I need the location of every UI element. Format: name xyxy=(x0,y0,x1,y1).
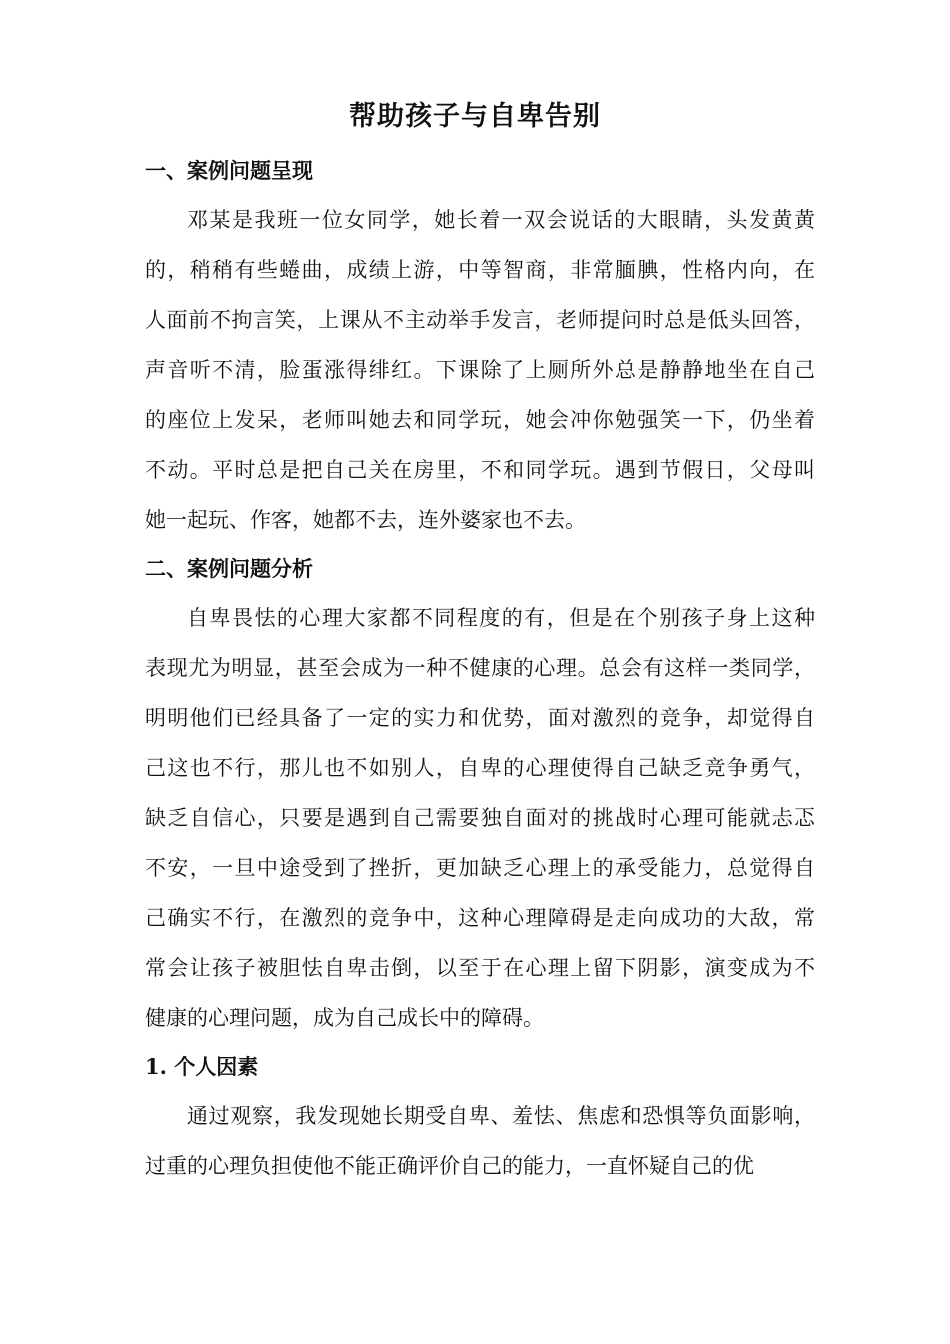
paragraph-line: 的座位上发呆，老师叫她去和同学玩，她会冲你勉强笑一下，仍坐着 xyxy=(145,408,815,432)
paragraph-line: 表现尤为明显，甚至会成为一种不健康的心理。总会有这样一类同学， xyxy=(145,656,815,680)
paragraph-line: 过重的心理负担使他不能正确评价自己的能力，一直怀疑自己的优 xyxy=(145,1154,754,1178)
paragraph-line: 不动。平时总是把自己关在房里，不和同学玩。遇到节假日，父母叫 xyxy=(145,458,815,482)
section-heading-3: 1. 个人因素 xyxy=(145,1054,259,1079)
paragraph-line: 通过观察，我发现她长期受自卑、羞怯、焦虑和恐惧等负面影响， xyxy=(187,1104,815,1128)
paragraph-line: 明明他们已经具备了一定的实力和优势，面对激烈的竞争，却觉得自 xyxy=(145,706,815,730)
paragraph-line: 邓某是我班一位女同学，她长着一双会说话的大眼睛，头发黄黄 xyxy=(187,208,815,232)
paragraph-line: 自卑畏怯的心理大家都不同程度的有，但是在个别孩子身上这种 xyxy=(187,606,815,630)
section-heading-2: 二、案例问题分析 xyxy=(145,556,313,581)
paragraph-line: 人面前不拘言笑，上课从不主动举手发言，老师提问时总是低头回答， xyxy=(145,308,815,332)
paragraph-line: 不安，一旦中途受到了挫折，更加缺乏心理上的承受能力，总觉得自 xyxy=(145,856,815,880)
paragraph-line: 缺乏自信心，只要是遇到自己需要独自面对的挑战时心理可能就忐忑 xyxy=(145,806,815,830)
paragraph-line: 声音听不清，脸蛋涨得绯红。下课除了上厕所外总是静静地坐在自己 xyxy=(145,358,815,382)
paragraph-line: 常会让孩子被胆怯自卑击倒，以至于在心理上留下阴影，演变成为不 xyxy=(145,956,815,980)
section-heading-1: 一、案例问题呈现 xyxy=(145,158,313,183)
paragraph-line: 她一起玩、作客，她都不去，连外婆家也不去。 xyxy=(145,508,586,532)
paragraph-line: 己这也不行，那儿也不如别人，自卑的心理使得自己缺乏竞争勇气， xyxy=(145,756,815,780)
document-title: 帮助孩子与自卑告别 xyxy=(349,101,601,132)
paragraph-line: 的，稍稍有些蜷曲，成绩上游，中等智商，非常腼腆，性格内向，在 xyxy=(145,258,815,282)
paragraph-line: 己确实不行，在激烈的竞争中，这种心理障碍是走向成功的大敌，常 xyxy=(145,906,815,930)
paragraph-line: 健康的心理问题，成为自己成长中的障碍。 xyxy=(145,1006,544,1030)
